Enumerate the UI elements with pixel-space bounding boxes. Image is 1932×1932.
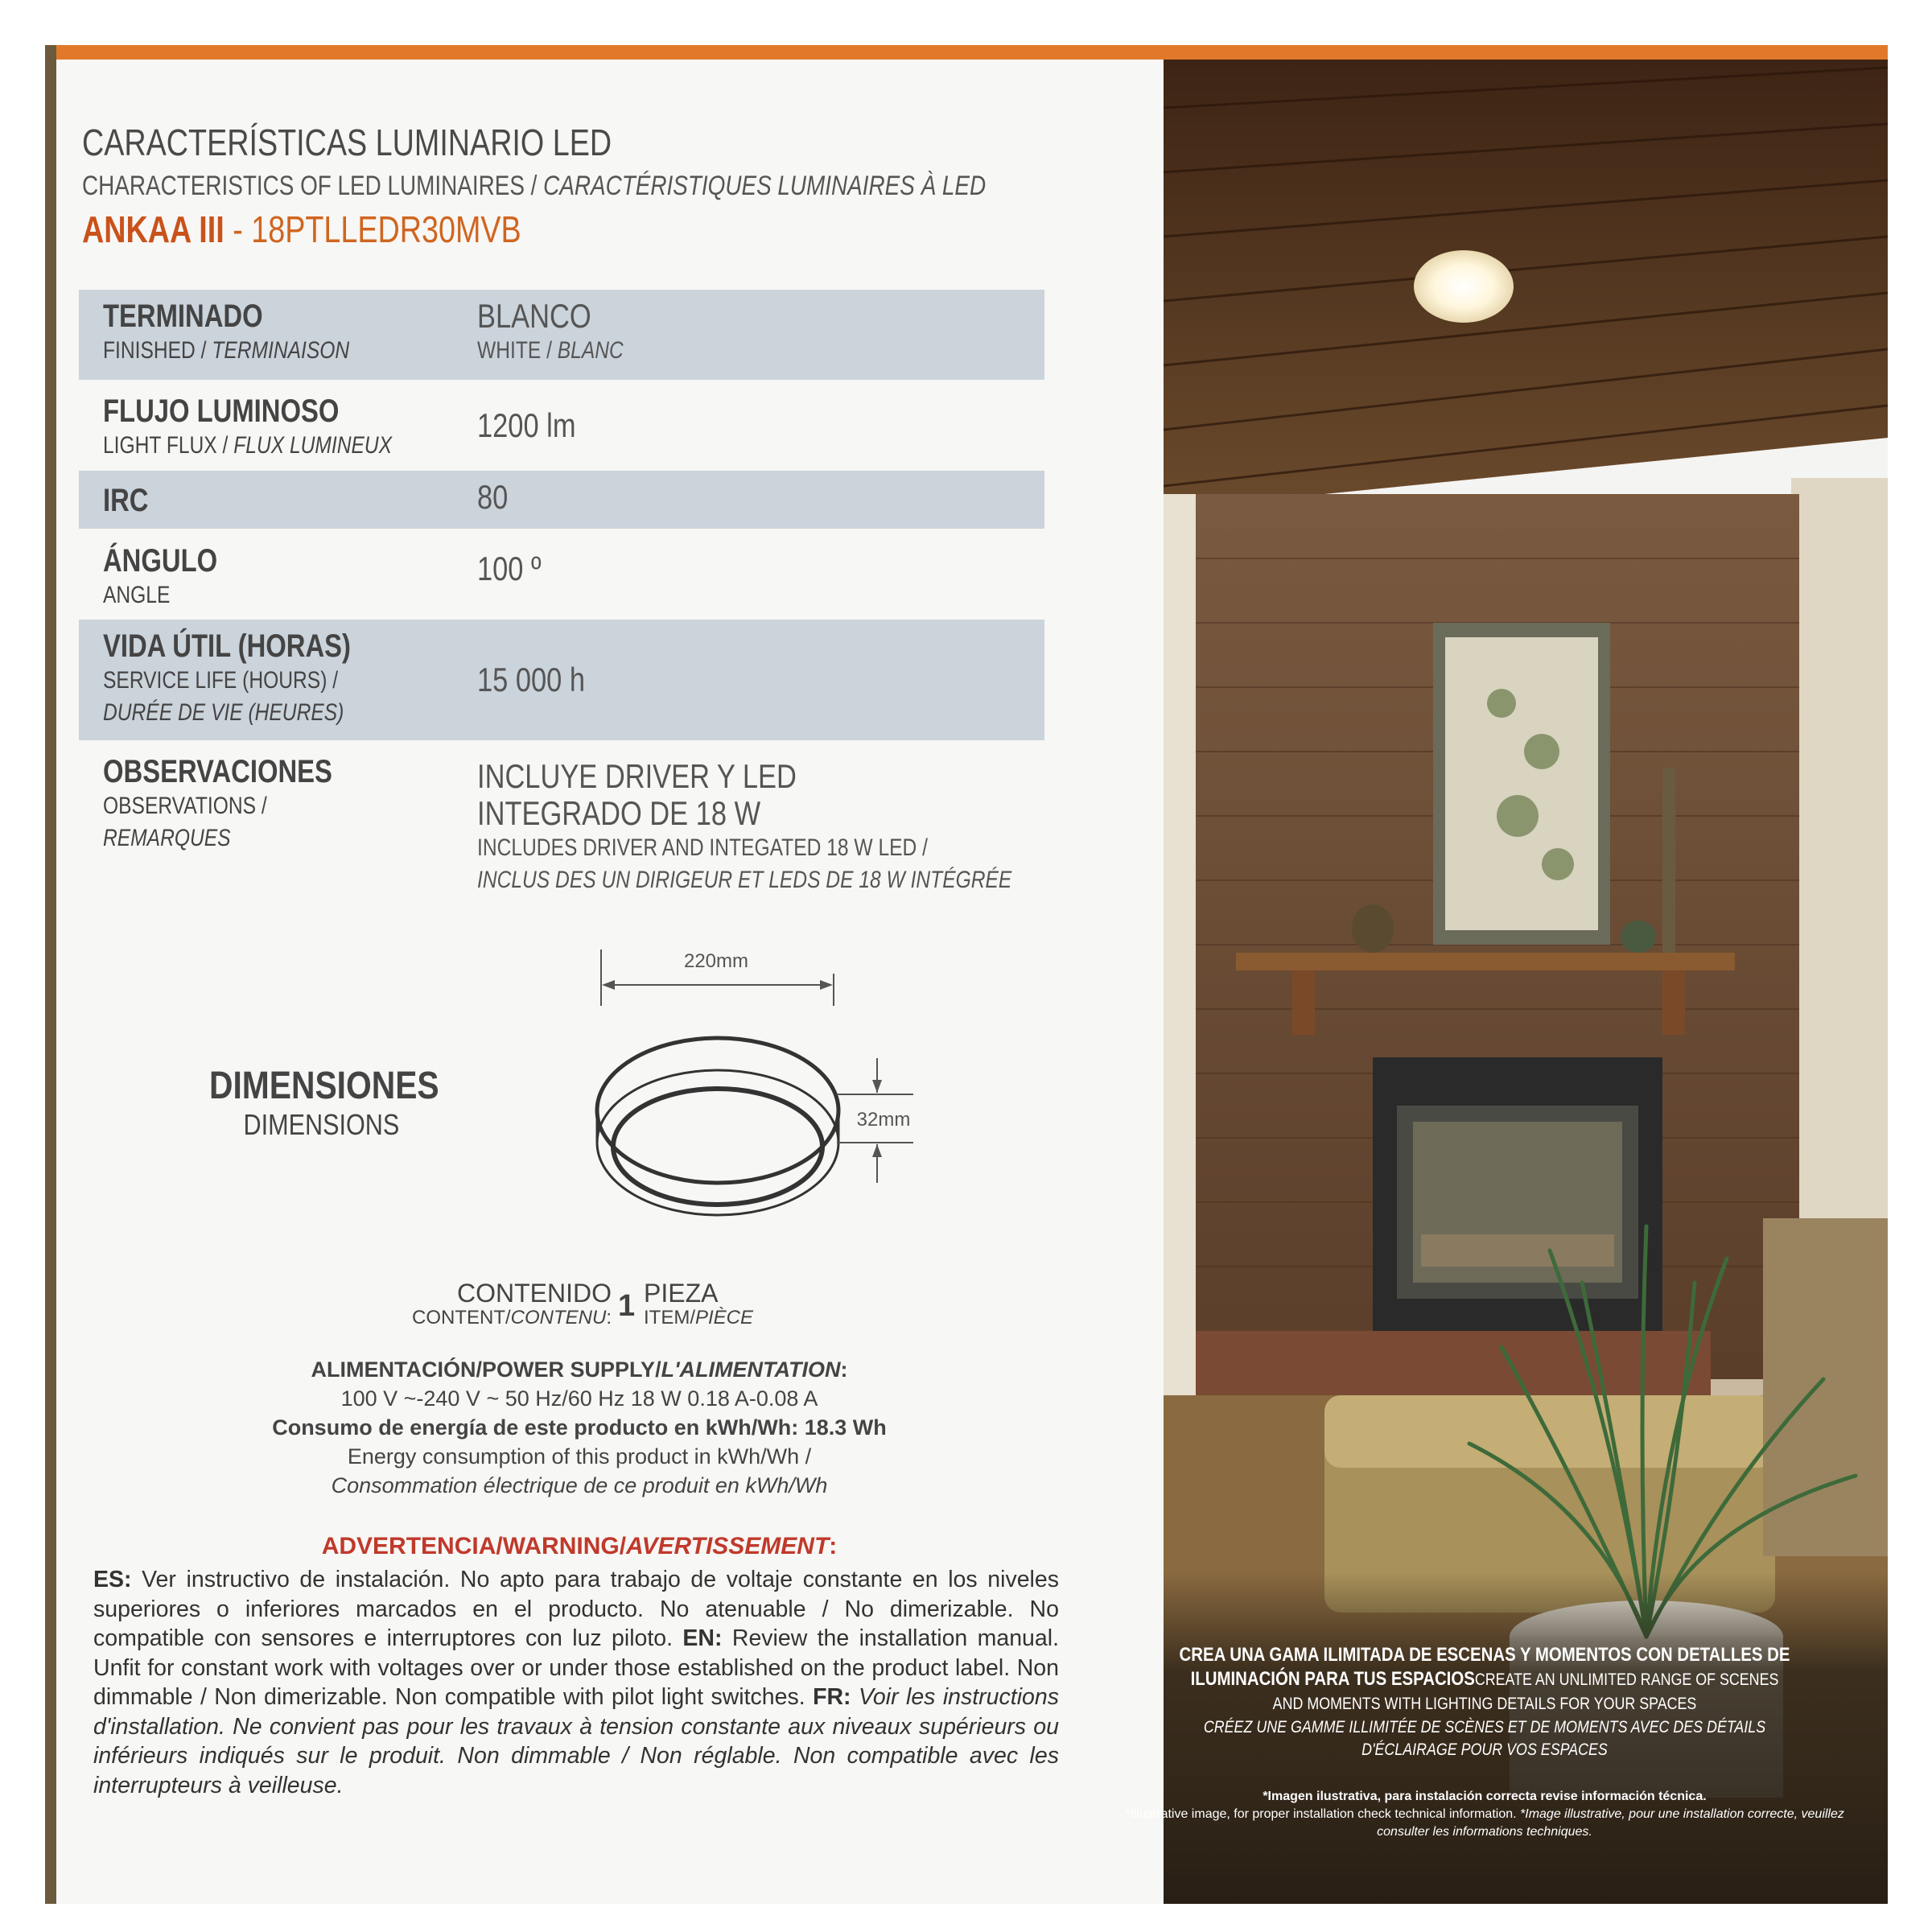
spec-row-finish: TERMINADO FINISHED / TERMINAISON BLANCO WHITE / BLANC — [79, 290, 1044, 380]
ceiling-light — [1414, 250, 1514, 323]
width-dimension-label: 220mm — [683, 950, 749, 972]
fireplace-scene-illustration — [1164, 60, 1888, 1904]
power-supply-block: ALIMENTACIÓN/POWER SUPPLY/L'ALIMENTATION: 100 V ~-240 V ~ 50 Hz/60 Hz 18 W 0.18 A-0.08 A Consumo de energía de este producto en kWh/Wh: 18.3 Wh Energy consumption of this product in kWh/Wh / Consommation électrique de ce produit en kWh/Wh — [272, 1357, 887, 1497]
warning-title: ADVERTENCIA/WARNING/AVERTISSEMENT: — [321, 1533, 838, 1559]
spec-row-light-flux: FLUJO LUMINOSO LIGHT FLUX / FLUX LUMINEUX 1200 lm — [103, 393, 576, 459]
dimensions-title: DIMENSIONES DIMENSIONS — [209, 1065, 439, 1141]
spec-row-service-life: VIDA ÚTIL (HORAS) SERVICE LIFE (HOURS) / DURÉE DE VIE (HEURES) 15 000 h — [79, 620, 1044, 740]
living-room-photo — [1164, 60, 1888, 1904]
page-subtitle: CHARACTERISTICS OF LED LUMINAIRES / CARACTÉRISTIQUES LUMINAIRES À LED — [82, 171, 987, 201]
content-quantity: CONTENIDO CONTENT/CONTENU: 1 PIEZA ITEM/PIÈCE — [411, 1279, 754, 1329]
model-code: - 18PTLLEDR30MVB — [233, 208, 521, 250]
photo-fine-print: *Imagen ilustrativa, para instalación correcta revise información técnica. *Illustrative image, for proper installation check technical information. *Image illustrative, pour une installation correcte, veuillez consulter les informations techniques. — [1125, 1790, 1844, 1839]
photo-caption: CREA UNA GAMA ILIMITADA DE ESCENAS Y MOMENTOS CON DETALLES DE ILUMINACIÓN PARA TUS ESPACIOSCREATE AN UNLIMITED RANGE OF SCENES AND MOMENTS WITH LIGHTING DETAILS FOR YOUR SPACES CRÉEZ UNE GAMME ILLIMITÉE DE SCÈNES ET DE MOMENTS AVEC DES DÉTAILS D'ÉCLAIRAGE POUR VOS ESPACES — [1179, 1644, 1790, 1759]
page-title: CARACTERÍSTICAS LUMINARIO LED — [82, 122, 612, 163]
model-line — [82, 208, 521, 251]
spec-row-angle: ÁNGULO ANGLE 100 º — [103, 543, 542, 608]
spec-row-observations: OBSERVACIONES OBSERVATIONS / REMARQUES INCLUYE DRIVER Y LED INTEGRADO DE 18 W INCLUDES DRIVER AND INTEGATED 18 W LED / INCLUS DES UN DIRIGEUR ET LEDS DE 18 W INTÉGRÉE — [103, 754, 1012, 893]
box-top-orange-edge — [45, 45, 1888, 60]
spec-row-irc: IRC 80 — [79, 471, 1044, 529]
box-left-edge — [45, 45, 56, 1904]
height-dimension-label: 32mm — [856, 1109, 911, 1131]
warning-text: ES: Ver instructivo de instalación. No apto para trabajo de voltaje constante en los niveles superiores o inferiores marcados en el producto. No atenuable / No dimerizable. No compatible con sensores e interruptores con luz piloto. EN: Review the installation manual. Unfit for constant work with voltages over or under those established on the product label. Non dimmable / Non dimerizable. Non compatible with pilot light switches. FR: Voir les instructions d'installation. Ne convient pas pour les travaux à tension constante aux niveaux supérieurs ou inférieurs indiqués sur le produit. Non dimmable / Non réglable. Non compatible avec les interrupteurs à veilleuse. — [93, 1567, 1059, 1798]
model-name: ANKAA III — [82, 208, 225, 250]
luminaire-dimension-drawing — [587, 950, 925, 1223]
